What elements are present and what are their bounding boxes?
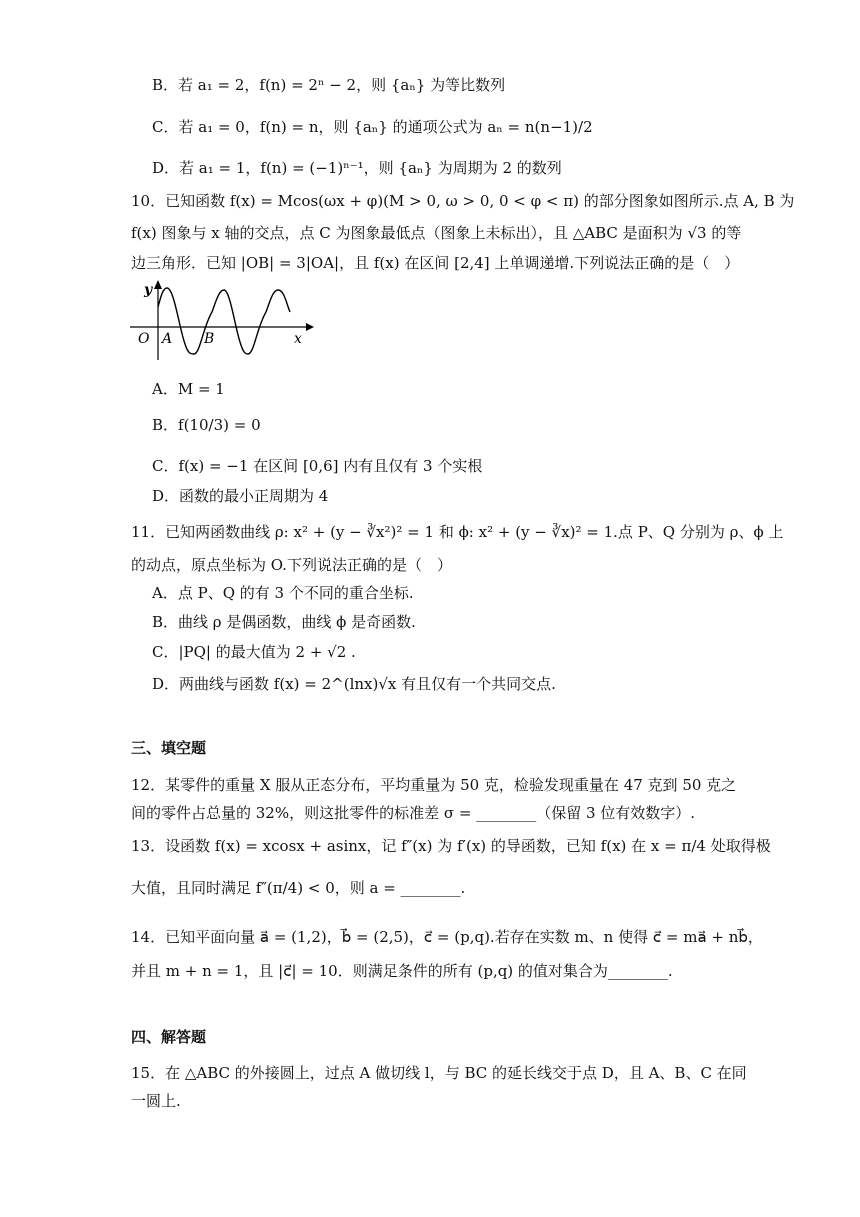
q10-option-c: C．f(x) = −1 在区间 [0,6] 内有且仅有 3 个实根	[152, 457, 483, 475]
x-axis-label: x	[294, 331, 302, 347]
q12-stem-line2: 间的零件占总量的 32%，则这批零件的标准差 σ = ________（保留 3 位有效数字）.	[131, 804, 696, 822]
x-axis-arrow	[306, 323, 314, 331]
q10-stem-line3: 边三角形．已知 |OB| = 3|OA|，且 f(x) 在区间 [2,4] 上单调递增.下列说法正确的是（ ）	[131, 254, 740, 272]
q15-stem-line1: 15．在 △ABC 的外接圆上，过点 A 做切线 l，与 BC 的延长线交于点 D，且 A、B、C 在同	[131, 1064, 747, 1082]
q11-option-d: D．两曲线与函数 f(x) = 2^(lnx)√x 有且仅有一个共同交点.	[152, 675, 556, 693]
q15-stem-line2: 一圆上.	[131, 1092, 181, 1110]
q10-option-d: D．函数的最小正周期为 4	[152, 487, 329, 505]
q9-option-b: B．若 a₁ = 2，f(n) = 2ⁿ − 2，则 {aₙ} 为等比数列	[152, 76, 506, 94]
point-b-label: B	[204, 331, 215, 347]
q10-option-a: A．M = 1	[152, 380, 225, 398]
origin-label: O	[138, 331, 150, 347]
cosine-curve	[158, 288, 290, 354]
q9-option-d: D．若 a₁ = 1，f(n) = (−1)ⁿ⁻¹，则 {aₙ} 为周期为 2 的数列	[152, 159, 562, 177]
q10-option-b: B．f(10/3) = 0	[152, 416, 261, 434]
cosine-graph	[128, 276, 318, 362]
q11-option-b: B．曲线 ρ 是偶函数，曲线 ϕ 是奇函数.	[152, 613, 416, 631]
q11-stem-line2: 的动点，原点坐标为 O.下列说法正确的是（ ）	[131, 556, 452, 574]
section-heading-fill-in: 三、填空题	[131, 739, 207, 757]
y-axis-label: y	[144, 282, 153, 298]
q13-stem-line2: 大值，且同时满足 f″(π/4) < 0，则 a = ________.	[131, 879, 466, 897]
section-heading-answer: 四、解答题	[131, 1028, 207, 1046]
q10-stem-line2: f(x) 图象与 x 轴的交点，点 C 为图象最低点（图象上未标出），且 △ABC 是面积为 √3 的等	[131, 224, 742, 242]
y-axis-arrow	[154, 280, 162, 289]
q9-option-c: C．若 a₁ = 0，f(n) = n，则 {aₙ} 的通项公式为 aₙ = n(n−1)/2	[152, 118, 593, 136]
q14-stem-line1: 14．已知平面向量 a⃗ = (1,2)，b⃗ = (2,5)，c⃗ = (p,q).若存在实数 m、n 使得 c⃗ = ma⃗ + nb⃗，	[131, 928, 763, 946]
point-a-label: A	[162, 331, 173, 347]
q13-stem-line1: 13．设函数 f(x) = xcosx + asinx，记 f″(x) 为 f′(x) 的导函数，已知 f(x) 在 x = π/4 处取得极	[131, 837, 771, 855]
q14-stem-line2: 并且 m + n = 1，且 |c⃗| = 10．则满足条件的所有 (p,q) 的值对集合为________.	[131, 962, 673, 980]
q11-option-a: A．点 P、Q 的有 3 个不同的重合坐标.	[152, 584, 414, 602]
q10-stem-line1: 10．已知函数 f(x) = Mcos(ωx + φ)(M > 0, ω > 0, 0 < φ < π) 的部分图象如图所示.点 A, B 为	[131, 192, 795, 210]
q11-option-c: C．|PQ| 的最大值为 2 + √2 .	[152, 643, 356, 661]
q12-stem-line1: 12．某零件的重量 X 服从正态分布，平均重量为 50 克，检验发现重量在 47 克到 50 克之	[131, 776, 737, 794]
q11-stem-line1: 11．已知两函数曲线 ρ: x² + (y − ∛x²)² = 1 和 ϕ: x² + (y − ∛x)² = 1.点 P、Q 分别为 ρ、ϕ 上	[131, 523, 784, 541]
